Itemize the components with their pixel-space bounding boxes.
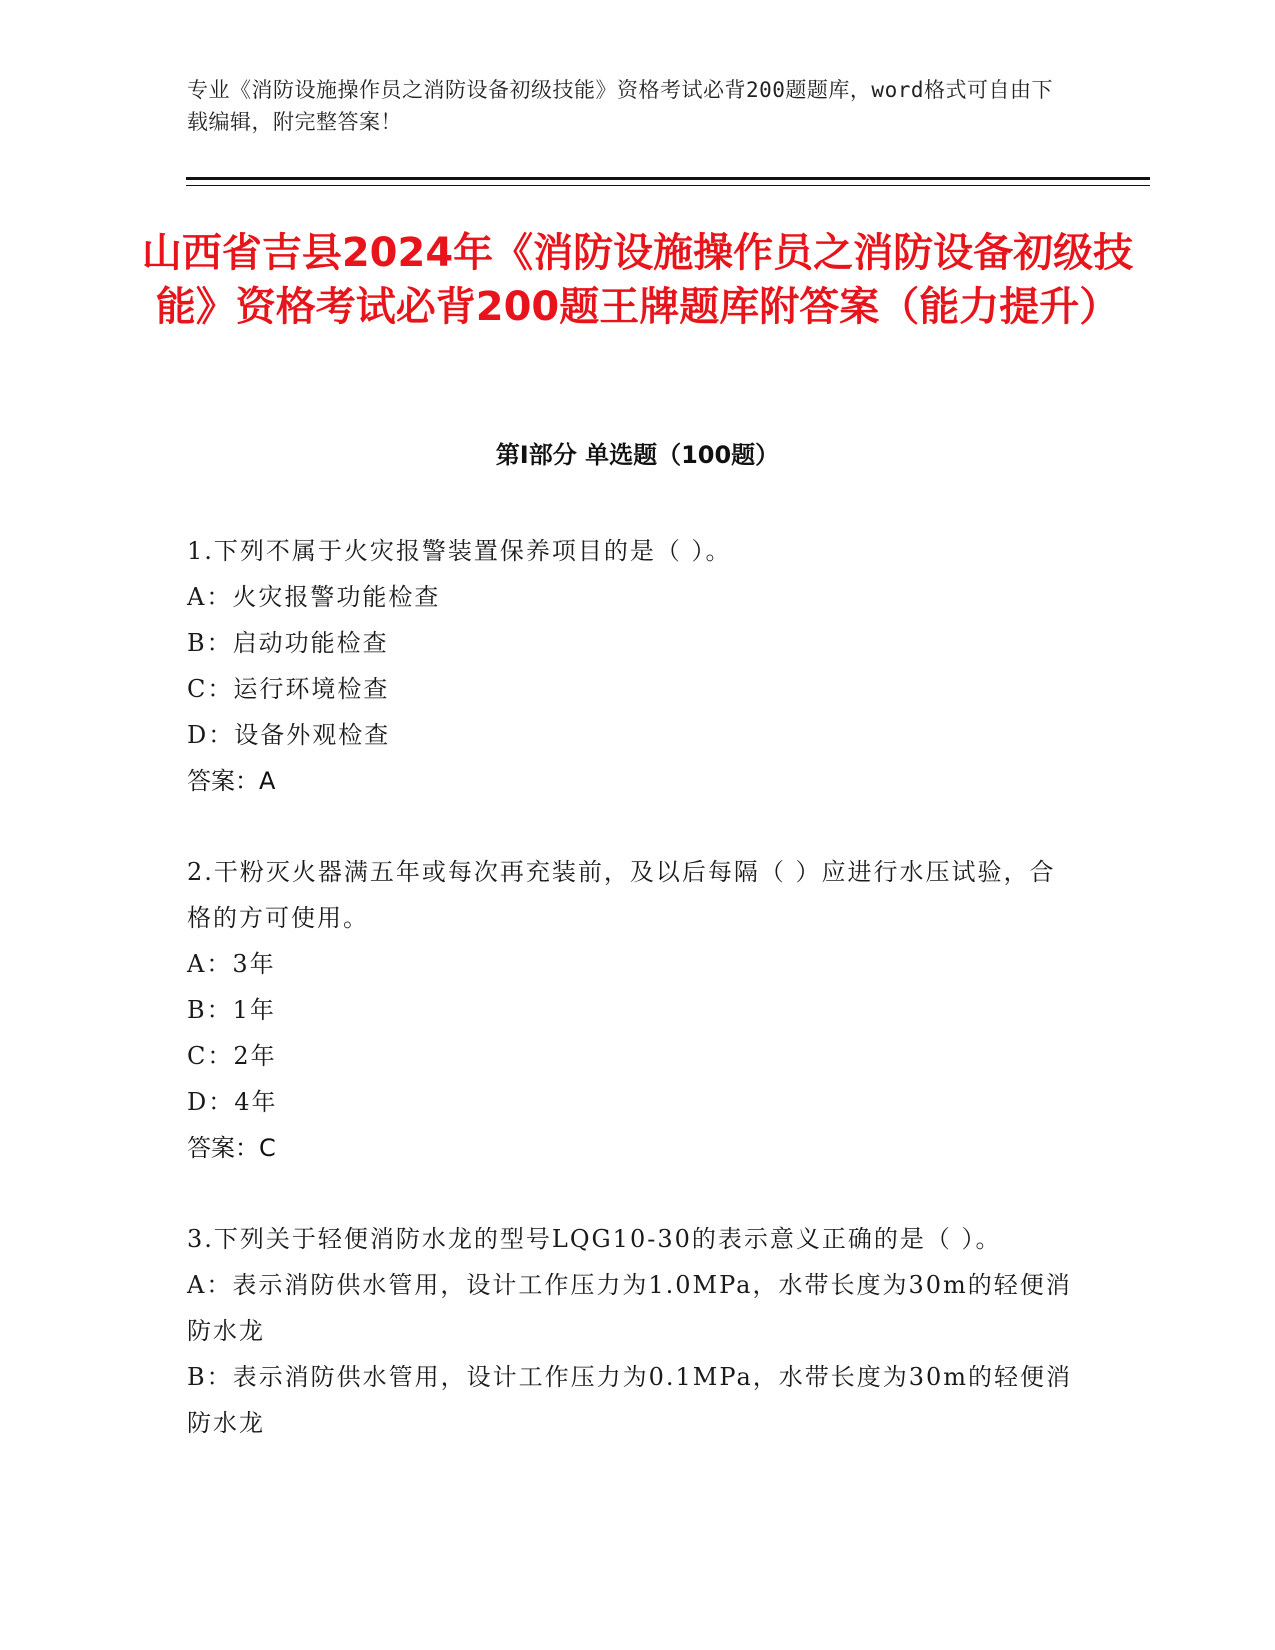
option-b: B：表示消防供水管用，设计工作压力为0.1MPa，水带长度为30m的轻便消防水龙	[187, 1363, 1073, 1437]
document-title: 山西省吉县2024年《消防设施操作员之消防设备初级技能》资格考试必背200题王牌题库附答案（能力提升）	[141, 230, 1134, 330]
question-stem: 2.干粉灭火器满五年或每次再充装前，及以后每隔（ ）应进行水压试验，合格的方可使用。	[187, 858, 1056, 932]
header-divider-thin	[186, 185, 1150, 186]
option-d: D：4年	[187, 1088, 278, 1116]
option-c: C：2年	[187, 1042, 277, 1070]
option-b: B：1年	[187, 996, 276, 1024]
question-list	[187, 528, 1077, 1491]
question-2	[187, 849, 1077, 1171]
answer: 答案：A	[187, 767, 276, 795]
header-note: 专业《消防设施操作员之消防设备初级技能》资格考试必背200题题库，word格式可自由下载编辑，附完整答案！	[187, 78, 1053, 134]
question-stem: 1.下列不属于火灾报警装置保养项目的是（ ）。	[187, 537, 732, 565]
option-a: A：表示消防供水管用，设计工作压力为1.0MPa，水带长度为30m的轻便消防水龙	[187, 1271, 1072, 1345]
option-b: B：启动功能检查	[187, 629, 389, 657]
option-d: D：设备外观检查	[187, 721, 391, 749]
question-stem: 3.下列关于轻便消防水龙的型号LQG10-30的表示意义正确的是（ ）。	[187, 1225, 1002, 1253]
option-c: C：运行环境检查	[187, 675, 390, 703]
question-1	[187, 528, 1077, 804]
option-a: A：火灾报警功能检查	[187, 583, 441, 611]
section-title: 第I部分 单选题（100题）	[495, 441, 780, 469]
answer: 答案：C	[187, 1134, 276, 1162]
question-3	[187, 1216, 1077, 1446]
option-a: A：3年	[187, 950, 276, 978]
header-divider-thick	[186, 177, 1150, 180]
